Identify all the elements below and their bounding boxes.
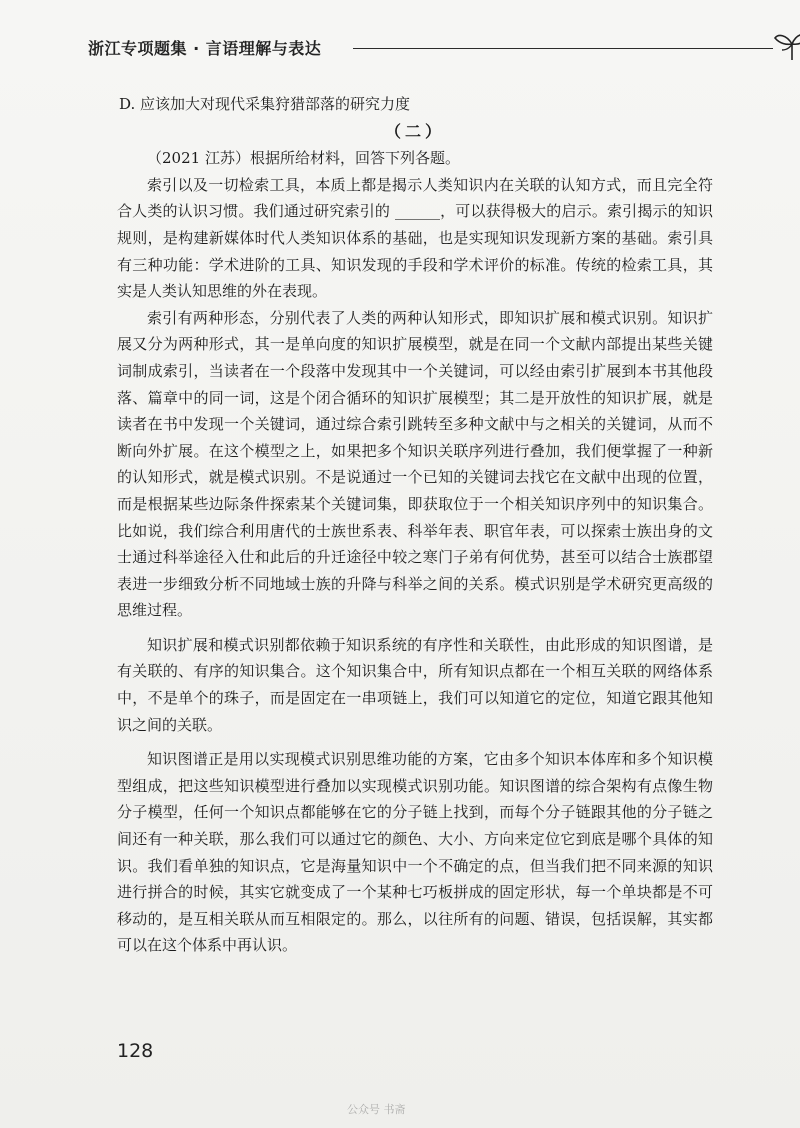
answer-option-d: D. 应该加大对现代采集狩猎部落的研究力度	[119, 95, 411, 113]
section-heading: （二）	[384, 121, 445, 141]
watermark-text: 公众号 书斋	[347, 1103, 406, 1116]
running-header	[88, 28, 728, 64]
paragraph-4: 知识图谱正是用以实现模式识别思维功能的方案，它由多个知识本体库和多个知识模型组成，把这些知识模型进行叠加以实现模式识别功能。知识图谱的综合架构有点像生物分子模型，任何一个知识点都能够在它的分子链上找到，而每个分子链跟其他的分子链之间还有一种关联，那么我们可以通过它的颜色、大小、方向来定位它到底是哪个具体的知识。我们看单独的知识点，它是海量知识中一个不确定的点，但当我们把不同来源的知识进行拼合的时候，其实它就变成了一个某种七巧板拼成的固定形状，每一个单块都是不可移动的，是互相关联从而互相限定的。那么，以往所有的问题、错误，包括误解，其实都可以在这个体系中再认识。	[117, 750, 713, 955]
header-title: 浙江专项题集 · 言语理解与表达	[88, 39, 322, 58]
sprout-icon	[772, 28, 800, 62]
watermark-stamp	[345, 1096, 455, 1120]
page-number: 128	[117, 1040, 154, 1062]
paragraph-1: 索引以及一切检索工具，本质上都是揭示人类知识内在关联的认知方式，而且完全符合人类的认识习惯。我们通过研究索引的 ______，可以获得极大的启示。索引揭示的知识规则，是构建新媒体时代人类知识体系的基础，也是实现知识发现新方案的基础。索引具有三种功能：学术进阶的工具、知识发现的手段和学术评价的标准。传统的检索工具，其实是人类认知思维的外在表现。	[117, 175, 713, 301]
page-content	[117, 91, 713, 959]
question-intro: （2021 江苏）根据所给材料，回答下列各题。	[147, 149, 460, 168]
paragraph-3: 知识扩展和模式识别都依赖于知识系统的有序性和关联性，由此形成的知识图谱，是有关联的、有序的知识集合。这个知识集合中，所有知识点都在一个相互关联的网络体系中，不是单个的珠子，而是固定在一串项链上，我们可以知道它的定位，知道它跟其他知识之间的关联。	[117, 635, 713, 734]
paragraph-2: 索引有两种形态，分别代表了人类的两种认知形式，即知识扩展和模式识别。知识扩展又分为两种形式，其一是单向度的知识扩展模型，就是在同一个文献内部提出某些关键词制成索引，当读者在一个段落中发现其中一个关键词，可以经由索引扩展到本书其他段落、篇章中的同一词，这是个闭合循环的知识扩展模型；其二是开放性的知识扩展，就是读者在书中发现一个关键词，通过综合索引跳转至多种文献中与之相关的关键词，从而不断向外扩展。在这个模型之上，如果把多个知识关联序列进行叠加，我们便掌握了一种新的认知形式，就是模式识别。不是说通过一个已知的关键词去找它在文献中出现的位置，而是根据某些边际条件探索某个关键词集，即获取位于一个相关知识序列中的知识集合。比如说，我们综合利用唐代的士族世系表、科举年表、职官年表，可以探索士族出身的文士通过科举途径入仕和此后的升迁途径中较之寒门子弟有何优势，甚至可以结合士族郡望表进一步细致分析不同地域士族的升降与科举之间的关系。模式识别是学术研究更高级的思维过程。	[117, 308, 713, 620]
header-rule	[353, 48, 773, 49]
